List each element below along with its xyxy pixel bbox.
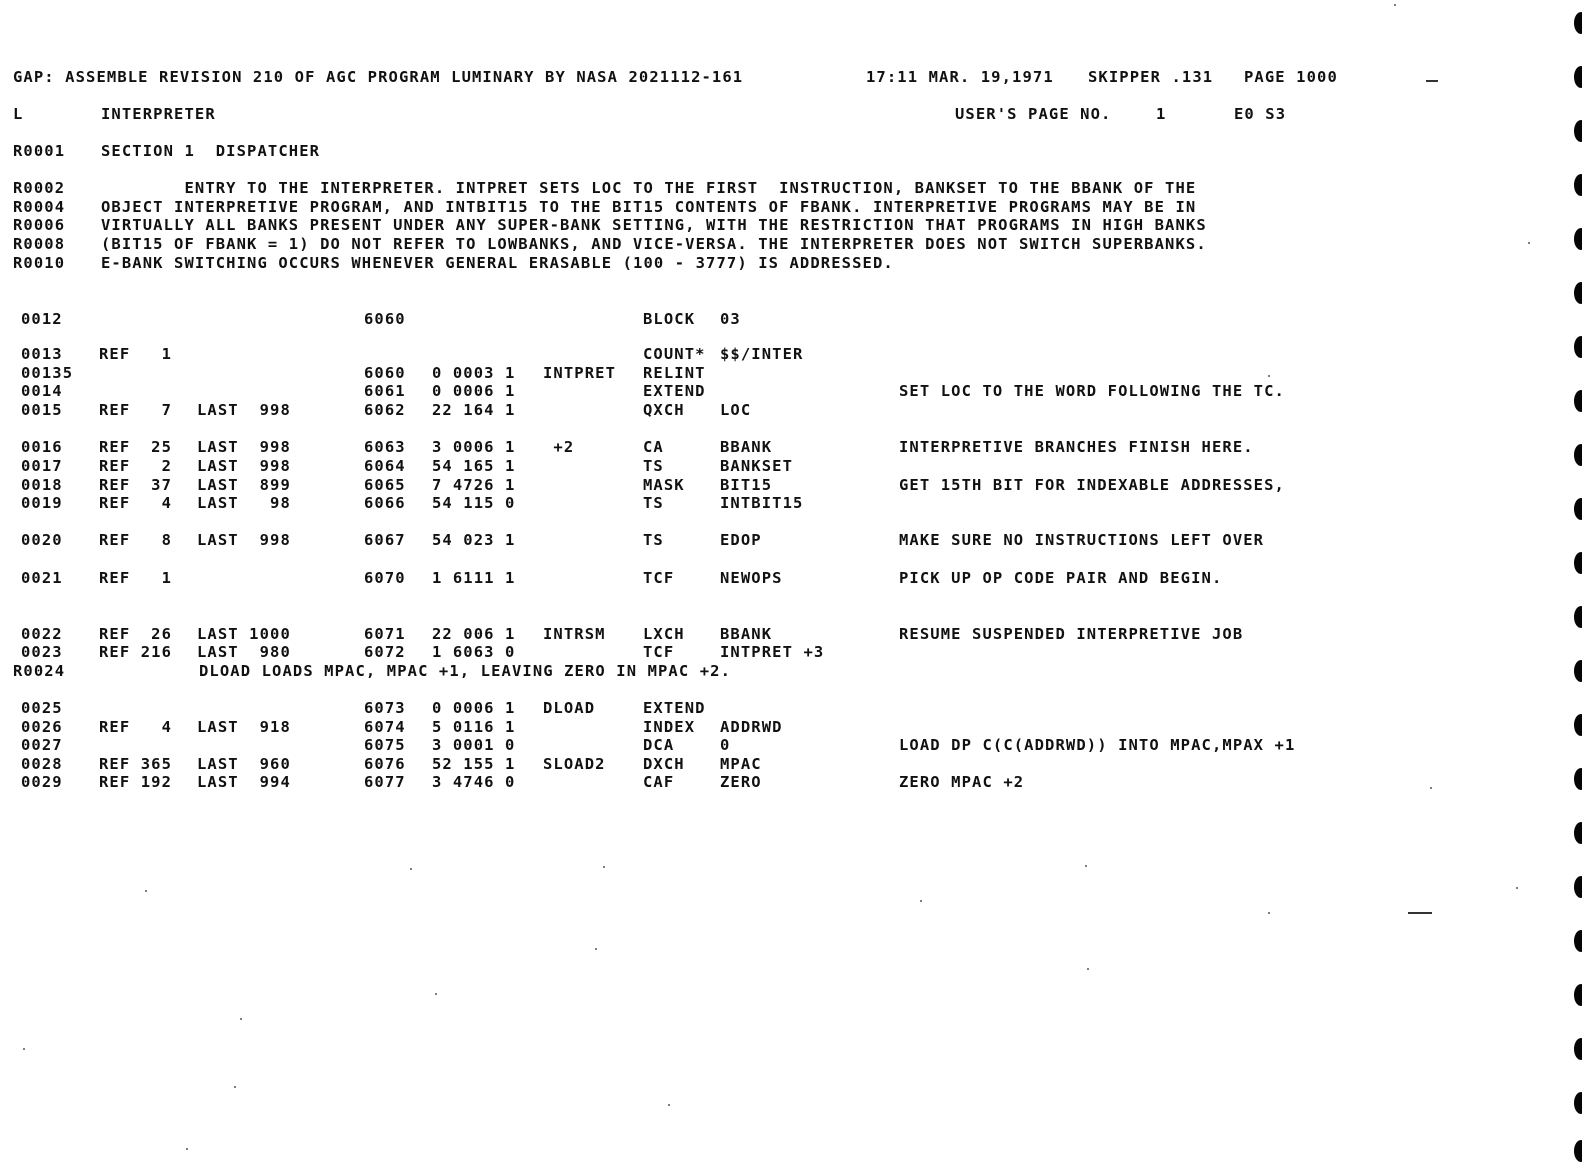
opcode: EXTEND xyxy=(643,699,706,717)
listing-type: L xyxy=(13,105,24,123)
ref-count: REF 192 xyxy=(99,773,173,791)
address: 6060 xyxy=(364,364,406,382)
remark-id: R0002 xyxy=(13,179,66,197)
operand: LOC xyxy=(720,401,752,419)
scan-speck xyxy=(1394,4,1396,6)
opcode: QXCH xyxy=(643,401,685,419)
octal-word: 0 0006 1 xyxy=(432,382,516,400)
octal-word: 54 165 1 xyxy=(432,457,516,475)
line-number: 0016 xyxy=(21,438,63,456)
feed-hole xyxy=(1574,228,1582,250)
feed-hole xyxy=(1574,12,1582,34)
operand: 03 xyxy=(720,310,741,328)
feed-hole xyxy=(1574,1092,1582,1114)
address: 6075 xyxy=(364,736,406,754)
opcode: DCA xyxy=(643,736,675,754)
scan-speck xyxy=(234,1086,236,1088)
section-name: INTERPRETER xyxy=(101,105,216,123)
opcode: INDEX xyxy=(643,718,696,736)
last-ref: LAST 899 xyxy=(197,476,291,494)
scan-mark xyxy=(1426,80,1438,82)
octal-word: 22 006 1 xyxy=(432,625,516,643)
address: 6070 xyxy=(364,569,406,587)
operand: MPAC xyxy=(720,755,762,773)
opcode: TS xyxy=(643,457,664,475)
ref-count: REF 4 xyxy=(99,718,173,736)
octal-word: 5 0116 1 xyxy=(432,718,516,736)
feed-hole xyxy=(1574,336,1582,358)
symbol-label: DLOAD xyxy=(543,699,596,717)
line-number: 0014 xyxy=(21,382,63,400)
opcode: DXCH xyxy=(643,755,685,773)
section-id: R0001 xyxy=(13,142,66,160)
address: 6060 xyxy=(364,310,406,328)
feed-hole xyxy=(1574,282,1582,304)
scan-speck xyxy=(920,900,922,902)
address: 6064 xyxy=(364,457,406,475)
address: 6066 xyxy=(364,494,406,512)
last-ref: LAST 998 xyxy=(197,438,291,456)
address: 6072 xyxy=(364,643,406,661)
octal-word: 54 023 1 xyxy=(432,531,516,549)
opcode: BLOCK xyxy=(643,310,696,328)
feed-hole xyxy=(1574,1140,1582,1162)
octal-word: 7 4726 1 xyxy=(432,476,516,494)
octal-word: 0 0006 1 xyxy=(432,699,516,717)
ref-count: REF 1 xyxy=(99,345,173,363)
ref-count: REF 26 xyxy=(99,625,173,643)
line-number: 0023 xyxy=(21,643,63,661)
bank-code: E0 S3 xyxy=(1234,105,1287,123)
symbol-label: +2 xyxy=(543,438,575,456)
feed-hole xyxy=(1574,174,1582,196)
last-ref: LAST 918 xyxy=(197,718,291,736)
assembly-title: GAP: ASSEMBLE REVISION 210 OF AGC PROGRAM LUMINARY BY NASA 2021112-161 xyxy=(13,68,744,86)
scan-speck xyxy=(23,1048,25,1050)
address: 6061 xyxy=(364,382,406,400)
address: 6065 xyxy=(364,476,406,494)
line-number: 00135 xyxy=(21,364,74,382)
opcode: TCF xyxy=(643,569,675,587)
line-number: 0013 xyxy=(21,345,63,363)
operand: ZERO xyxy=(720,773,762,791)
section-title: SECTION 1 DISPATCHER xyxy=(101,142,321,160)
page-number: PAGE 1000 xyxy=(1244,68,1338,86)
remark-id: R0008 xyxy=(13,235,66,253)
opcode: RELINT xyxy=(643,364,706,382)
ref-count: REF 25 xyxy=(99,438,173,456)
opcode: TCF xyxy=(643,643,675,661)
comment: ZERO MPAC +2 xyxy=(899,773,1025,791)
ref-count: REF 8 xyxy=(99,531,173,549)
scan-speck xyxy=(186,1148,188,1150)
ref-count: REF 4 xyxy=(99,494,173,512)
feed-hole xyxy=(1574,822,1582,844)
scan-speck xyxy=(1268,912,1270,914)
comment: GET 15TH BIT FOR INDEXABLE ADDRESSES, xyxy=(899,476,1285,494)
operand: ADDRWD xyxy=(720,718,783,736)
last-ref: LAST 998 xyxy=(197,457,291,475)
last-ref: LAST 980 xyxy=(197,643,291,661)
octal-word: 54 115 0 xyxy=(432,494,516,512)
opcode: EXTEND xyxy=(643,382,706,400)
feed-hole xyxy=(1574,660,1582,682)
opcode: MASK xyxy=(643,476,685,494)
line-number: 0026 xyxy=(21,718,63,736)
octal-word: 3 4746 0 xyxy=(432,773,516,791)
ref-count: REF 37 xyxy=(99,476,173,494)
line-number: 0021 xyxy=(21,569,63,587)
remark-text: VIRTUALLY ALL BANKS PRESENT UNDER ANY SUPER-BANK SETTING, WITH THE RESTRICTION THAT PROGRAMS IN HIGH BANKS xyxy=(101,216,1207,234)
feed-hole xyxy=(1574,984,1582,1006)
skipper-id: SKIPPER .131 xyxy=(1088,68,1214,86)
octal-word: 22 164 1 xyxy=(432,401,516,419)
scan-speck xyxy=(145,890,147,892)
scan-speck xyxy=(1085,865,1087,867)
scan-speck xyxy=(668,1104,670,1106)
address: 6076 xyxy=(364,755,406,773)
line-number: 0025 xyxy=(21,699,63,717)
remark-id: R0010 xyxy=(13,254,66,272)
line-number: 0020 xyxy=(21,531,63,549)
octal-word: 1 6063 0 xyxy=(432,643,516,661)
line-number: 0019 xyxy=(21,494,63,512)
operand: BBANK xyxy=(720,438,773,456)
address: 6077 xyxy=(364,773,406,791)
ref-count: REF 2 xyxy=(99,457,173,475)
feed-hole xyxy=(1574,390,1582,412)
comment: INTERPRETIVE BRANCHES FINISH HERE. xyxy=(899,438,1254,456)
feed-hole xyxy=(1574,768,1582,790)
operand: $$/INTER xyxy=(720,345,804,363)
last-ref: LAST 960 xyxy=(197,755,291,773)
operand: INTBIT15 xyxy=(720,494,804,512)
line-number: 0022 xyxy=(21,625,63,643)
last-ref: LAST 98 xyxy=(197,494,291,512)
octal-word: 3 0006 1 xyxy=(432,438,516,456)
address: 6067 xyxy=(364,531,406,549)
comment: LOAD DP C(C(ADDRWD)) INTO MPAC,MPAX +1 xyxy=(899,736,1296,754)
operand: INTPRET +3 xyxy=(720,643,825,661)
feed-hole xyxy=(1574,876,1582,898)
line-number: 0015 xyxy=(21,401,63,419)
line-number: 0018 xyxy=(21,476,63,494)
symbol-label: SLOAD2 xyxy=(543,755,606,773)
users-page-number: 1 xyxy=(1156,105,1167,123)
remark-id: R0024 xyxy=(13,662,66,680)
feed-hole xyxy=(1574,552,1582,574)
remark-text: OBJECT INTERPRETIVE PROGRAM, AND INTBIT15 TO THE BIT15 CONTENTS OF FBANK. INTERPRETIVE PROGRAMS MAY BE IN xyxy=(101,198,1197,216)
address: 6062 xyxy=(364,401,406,419)
symbol-label: INTPRET xyxy=(543,364,617,382)
line-number: 0029 xyxy=(21,773,63,791)
scan-speck xyxy=(410,868,412,870)
octal-word: 1 6111 1 xyxy=(432,569,516,587)
address: 6073 xyxy=(364,699,406,717)
operand: NEWOPS xyxy=(720,569,783,587)
feed-hole xyxy=(1574,930,1582,952)
octal-word: 52 155 1 xyxy=(432,755,516,773)
ref-count: REF 216 xyxy=(99,643,173,661)
timestamp: 17:11 MAR. 19,1971 xyxy=(866,68,1054,86)
line-number: 0012 xyxy=(21,310,63,328)
opcode: CA xyxy=(643,438,664,456)
scan-speck xyxy=(1516,887,1518,889)
last-ref: LAST 998 xyxy=(197,401,291,419)
scan-speck xyxy=(240,1018,242,1020)
feed-hole xyxy=(1574,606,1582,628)
line-number: 0017 xyxy=(21,457,63,475)
users-page-label: USER'S PAGE NO. xyxy=(955,105,1112,123)
ref-count: REF 365 xyxy=(99,755,173,773)
octal-word: 0 0003 1 xyxy=(432,364,516,382)
last-ref: LAST 998 xyxy=(197,531,291,549)
opcode: TS xyxy=(643,531,664,549)
last-ref: LAST 1000 xyxy=(197,625,291,643)
operand: BANKSET xyxy=(720,457,794,475)
feed-hole xyxy=(1574,498,1582,520)
feed-hole xyxy=(1574,1038,1582,1060)
opcode: LXCH xyxy=(643,625,685,643)
scan-speck xyxy=(595,948,597,950)
comment: PICK UP OP CODE PAIR AND BEGIN. xyxy=(899,569,1223,587)
address: 6074 xyxy=(364,718,406,736)
symbol-label: INTRSM xyxy=(543,625,606,643)
remark-text: ENTRY TO THE INTERPRETER. INTPRET SETS LOC TO THE FIRST INSTRUCTION, BANKSET TO THE BBANK OF THE xyxy=(101,179,1197,197)
scan-mark xyxy=(1408,912,1432,914)
operand: BIT15 xyxy=(720,476,773,494)
octal-word: 3 0001 0 xyxy=(432,736,516,754)
comment: SET LOC TO THE WORD FOLLOWING THE TC. xyxy=(899,382,1285,400)
feed-hole xyxy=(1574,444,1582,466)
address: 6071 xyxy=(364,625,406,643)
scan-speck xyxy=(603,866,605,868)
scan-speck xyxy=(1528,242,1530,244)
comment: MAKE SURE NO INSTRUCTIONS LEFT OVER xyxy=(899,531,1265,549)
comment: RESUME SUSPENDED INTERPRETIVE JOB xyxy=(899,625,1244,643)
feed-hole xyxy=(1574,120,1582,142)
feed-hole xyxy=(1574,66,1582,88)
remark-id: R0004 xyxy=(13,198,66,216)
address: 6063 xyxy=(364,438,406,456)
feed-hole xyxy=(1574,714,1582,736)
remark-text: E-BANK SWITCHING OCCURS WHENEVER GENERAL ERASABLE (100 - 3777) IS ADDRESSED. xyxy=(101,254,894,272)
ref-count: REF 7 xyxy=(99,401,173,419)
line-number: 0027 xyxy=(21,736,63,754)
scan-speck xyxy=(1430,787,1432,789)
last-ref: LAST 994 xyxy=(197,773,291,791)
opcode: TS xyxy=(643,494,664,512)
remark-id: R0006 xyxy=(13,216,66,234)
ref-count: REF 1 xyxy=(99,569,173,587)
scan-speck xyxy=(1087,968,1089,970)
operand: BBANK xyxy=(720,625,773,643)
operand: 0 xyxy=(720,736,731,754)
opcode: CAF xyxy=(643,773,675,791)
line-number: 0028 xyxy=(21,755,63,773)
opcode: COUNT* xyxy=(643,345,706,363)
operand: EDOP xyxy=(720,531,762,549)
scan-speck xyxy=(435,993,437,995)
remark-text: DLOAD LOADS MPAC, MPAC +1, LEAVING ZERO IN MPAC +2. xyxy=(199,662,732,680)
scan-speck xyxy=(1268,375,1270,377)
remark-text: (BIT15 OF FBANK = 1) DO NOT REFER TO LOWBANKS, AND VICE-VERSA. THE INTERPRETER DOES NOT SWITCH SUPERBANKS. xyxy=(101,235,1207,253)
